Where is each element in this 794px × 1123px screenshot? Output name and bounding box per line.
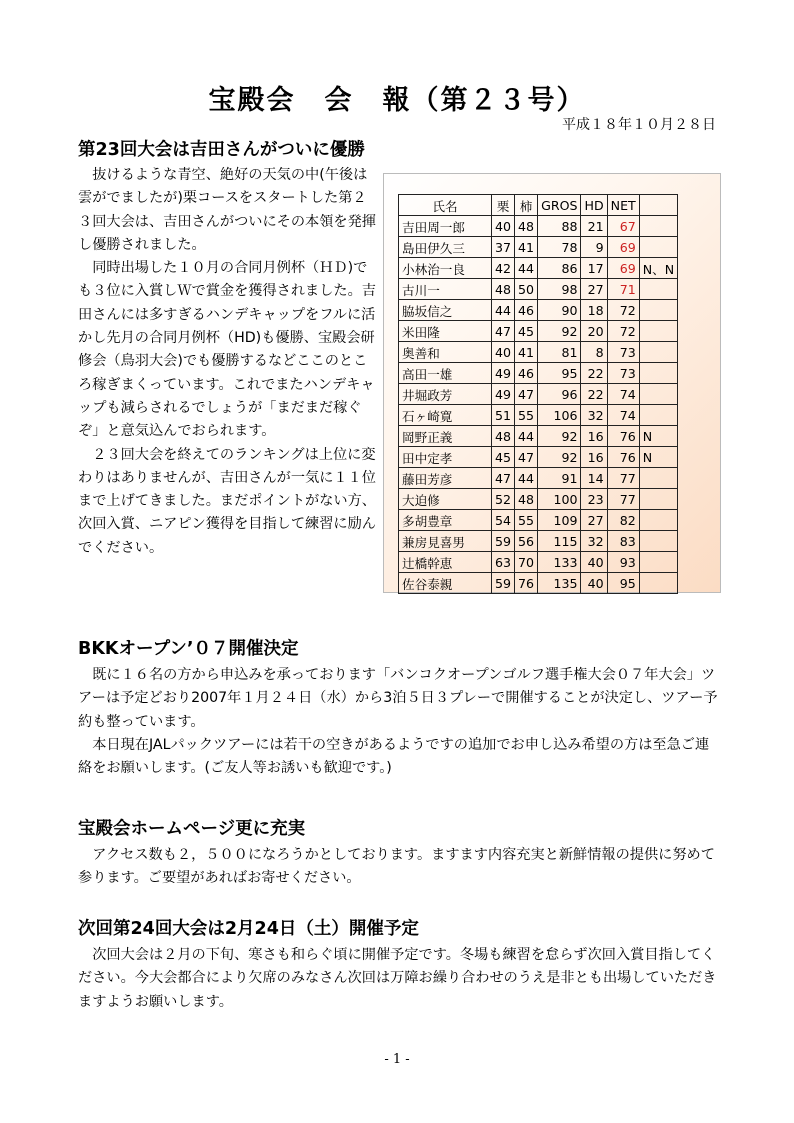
table-cell-gros: 90 — [538, 300, 581, 321]
table-cell-hd: 9 — [581, 237, 607, 258]
table-cell-hd: 17 — [581, 258, 607, 279]
column-header-note — [639, 195, 677, 216]
table-cell-name: 石ヶ崎寛 — [399, 405, 492, 426]
table-cell-note — [639, 237, 677, 258]
table-row — [399, 258, 678, 279]
page-number: - 1 - — [384, 1052, 410, 1067]
table-cell-hd: 27 — [581, 510, 607, 531]
table-cell-kaki: 56 — [515, 531, 538, 552]
table-cell-note — [639, 279, 677, 300]
table-cell-note: N — [639, 447, 677, 468]
table-cell-note — [639, 216, 677, 237]
paragraph: 本日現在JALパックツアーには若干の空きがあるようですの追加でお申し込み希望の方は至急ご連絡をお願いします。(ご友人等お誘いも歓迎です。) — [78, 736, 710, 777]
page-title: 宝殿会 会 報（第２３号） — [208, 85, 586, 116]
table-cell-kuri: 49 — [492, 384, 515, 405]
table-cell-kaki: 76 — [515, 573, 538, 594]
table-cell-kaki: 44 — [515, 426, 538, 447]
table-cell-note — [639, 489, 677, 510]
table-cell-gros: 95 — [538, 363, 581, 384]
score-table — [398, 194, 678, 594]
table-cell-net: 72 — [607, 300, 639, 321]
table-row — [399, 342, 678, 363]
section-heading-tournament-result: 第23回大会は吉田さんがついに優勝 — [78, 140, 365, 160]
table-cell-kaki: 44 — [515, 258, 538, 279]
section-body-bkk-open — [78, 664, 720, 780]
table-cell-kaki: 55 — [515, 405, 538, 426]
table-cell-gros: 78 — [538, 237, 581, 258]
table-cell-name: 佐谷泰親 — [399, 573, 492, 594]
table-cell-net: 76 — [607, 447, 639, 468]
table-row — [399, 321, 678, 342]
table-cell-kuri: 51 — [492, 405, 515, 426]
table-row — [399, 552, 678, 573]
section-body-homepage — [78, 844, 720, 891]
table-cell-hd: 27 — [581, 279, 607, 300]
table-cell-kuri: 49 — [492, 363, 515, 384]
section-body-next-tournament — [78, 944, 720, 1014]
table-cell-net: 93 — [607, 552, 639, 573]
table-cell-kuri: 52 — [492, 489, 515, 510]
table-cell-note — [639, 321, 677, 342]
table-cell-gros: 115 — [538, 531, 581, 552]
table-cell-note — [639, 300, 677, 321]
table-cell-net: 73 — [607, 342, 639, 363]
column-header-gros: GROS — [538, 195, 581, 216]
table-row — [399, 489, 678, 510]
table-cell-kuri: 59 — [492, 573, 515, 594]
table-cell-kuri: 48 — [492, 279, 515, 300]
table-cell-hd: 18 — [581, 300, 607, 321]
table-cell-note — [639, 384, 677, 405]
table-cell-hd: 20 — [581, 321, 607, 342]
section-heading-next-tournament: 次回第24回大会は2月24日（土）開催予定 — [78, 919, 419, 939]
table-cell-kuri: 47 — [492, 468, 515, 489]
table-cell-kaki: 48 — [515, 489, 538, 510]
table-cell-gros: 106 — [538, 405, 581, 426]
paragraph: ２３回大会を終えてのランキングは上位に変わりはありませんが、吉田さんが一気に１１位まで上げてきました。まだポイントがない方、次回入賞、ニアピン獲得を目指して練習に励んでください。 — [78, 446, 376, 556]
table-cell-net: 95 — [607, 573, 639, 594]
table-cell-kaki: 45 — [515, 321, 538, 342]
table-row — [399, 426, 678, 447]
table-cell-kuri: 37 — [492, 237, 515, 258]
section-heading-homepage: 宝殿会ホームページ更に充実 — [78, 819, 306, 839]
table-cell-note — [639, 363, 677, 384]
table-cell-net: 74 — [607, 384, 639, 405]
table-cell-note: N、N — [639, 258, 677, 279]
table-cell-gros: 86 — [538, 258, 581, 279]
column-header-hd: HD — [581, 195, 607, 216]
table-cell-note: N — [639, 426, 677, 447]
column-header-name: 氏名 — [399, 195, 492, 216]
paragraph: 抜けるような青空、絶好の天気の中(午後は雲がでましたが)栗コースをスタートした第２３回大会は、吉田さんがついにその本領を発揮し優勝されました。 — [78, 167, 376, 253]
table-cell-name: 米田隆 — [399, 321, 492, 342]
table-cell-kuri: 44 — [492, 300, 515, 321]
table-cell-hd: 16 — [581, 447, 607, 468]
table-cell-gros: 88 — [538, 216, 581, 237]
table-cell-kuri: 40 — [492, 216, 515, 237]
table-cell-kaki: 44 — [515, 468, 538, 489]
table-cell-kuri: 48 — [492, 426, 515, 447]
table-cell-name: 辻橋幹恵 — [399, 552, 492, 573]
table-cell-name: 井堀政芳 — [399, 384, 492, 405]
paragraph: 次回大会は２月の下旬、寒さも和らぐ頃に開催予定です。冬場も練習を怠らず次回入賞目指してください。今大会都合により欠席のみなさん次回は万障お繰り合わせのうえ是非とも出場していただきますようお願いします。 — [78, 947, 717, 1010]
table-cell-gros: 133 — [538, 552, 581, 573]
table-row — [399, 573, 678, 594]
table-cell-gros: 81 — [538, 342, 581, 363]
table-cell-kaki: 46 — [515, 300, 538, 321]
table-cell-gros: 91 — [538, 468, 581, 489]
table-cell-note — [639, 573, 677, 594]
table-cell-net: 73 — [607, 363, 639, 384]
table-cell-hd: 32 — [581, 405, 607, 426]
table-cell-note — [639, 468, 677, 489]
table-cell-kuri: 63 — [492, 552, 515, 573]
table-cell-kuri: 59 — [492, 531, 515, 552]
table-cell-net: 71 — [607, 279, 639, 300]
table-row — [399, 447, 678, 468]
column-header-kaki: 柿 — [515, 195, 538, 216]
table-cell-kaki: 70 — [515, 552, 538, 573]
table-cell-gros: 135 — [538, 573, 581, 594]
table-cell-note — [639, 342, 677, 363]
table-cell-net: 69 — [607, 258, 639, 279]
table-cell-name: 高田一雄 — [399, 363, 492, 384]
table-cell-hd: 40 — [581, 552, 607, 573]
table-cell-gros: 98 — [538, 279, 581, 300]
table-cell-name: 小林治一良 — [399, 258, 492, 279]
table-cell-net: 83 — [607, 531, 639, 552]
section-body-tournament-result — [78, 164, 378, 560]
table-cell-name: 多胡豊章 — [399, 510, 492, 531]
table-row — [399, 468, 678, 489]
table-cell-net: 77 — [607, 468, 639, 489]
table-cell-name: 島田伊久三 — [399, 237, 492, 258]
table-cell-hd: 40 — [581, 573, 607, 594]
table-cell-note — [639, 531, 677, 552]
score-table-panel — [383, 173, 721, 593]
table-cell-name: 藤田芳彦 — [399, 468, 492, 489]
table-cell-kuri: 40 — [492, 342, 515, 363]
table-cell-note — [639, 405, 677, 426]
table-cell-name: 脇坂信之 — [399, 300, 492, 321]
table-cell-kaki: 48 — [515, 216, 538, 237]
table-row — [399, 405, 678, 426]
table-row — [399, 279, 678, 300]
table-cell-hd: 32 — [581, 531, 607, 552]
table-cell-net: 76 — [607, 426, 639, 447]
table-cell-hd: 8 — [581, 342, 607, 363]
table-cell-kaki: 41 — [515, 237, 538, 258]
table-cell-gros: 96 — [538, 384, 581, 405]
table-cell-name: 奥善和 — [399, 342, 492, 363]
column-header-net: NET — [607, 195, 639, 216]
table-cell-net: 77 — [607, 489, 639, 510]
table-cell-kuri: 54 — [492, 510, 515, 531]
table-row — [399, 510, 678, 531]
table-row — [399, 384, 678, 405]
table-cell-kuri: 45 — [492, 447, 515, 468]
table-row — [399, 531, 678, 552]
table-row — [399, 363, 678, 384]
table-cell-net: 82 — [607, 510, 639, 531]
table-cell-kaki: 55 — [515, 510, 538, 531]
table-cell-net: 72 — [607, 321, 639, 342]
table-cell-gros: 109 — [538, 510, 581, 531]
table-cell-name: 古川一 — [399, 279, 492, 300]
table-row — [399, 237, 678, 258]
table-cell-name: 田中定孝 — [399, 447, 492, 468]
table-cell-net: 67 — [607, 216, 639, 237]
table-cell-kaki: 50 — [515, 279, 538, 300]
table-cell-hd: 23 — [581, 489, 607, 510]
table-cell-hd: 22 — [581, 384, 607, 405]
table-cell-name: 兼房見喜男 — [399, 531, 492, 552]
table-cell-kaki: 41 — [515, 342, 538, 363]
paragraph: 同時出場した１０月の合同月例杯（ＨＤ)でも３位に入賞しＷで賞金を獲得されました。吉田さんには多すぎるハンデキャップをフルに活かし先月の合同月例杯（HD)も優勝、宝殿会研修会（鳥羽大会)でも優勝するなどここのところ稼ぎまくっています。これでまたハンデキャップも減らされるでしょうが「まだまだ稼ぐぞ」と意気込んでおられます。 — [78, 260, 376, 440]
table-cell-kaki: 47 — [515, 447, 538, 468]
table-cell-gros: 92 — [538, 426, 581, 447]
issue-date: 平成１８年１０月２８日 — [562, 117, 716, 133]
table-cell-gros: 92 — [538, 321, 581, 342]
table-cell-net: 74 — [607, 405, 639, 426]
table-cell-hd: 16 — [581, 426, 607, 447]
table-cell-kuri: 47 — [492, 321, 515, 342]
table-cell-kuri: 42 — [492, 258, 515, 279]
paragraph: アクセス数も２，５００になろうかとしております。ますます内容充実と新鮮情報の提供に努めて参ります。ご要望があればお寄せください。 — [78, 847, 715, 887]
table-cell-net: 69 — [607, 237, 639, 258]
table-cell-name: 吉田周一郎 — [399, 216, 492, 237]
table-row — [399, 216, 678, 237]
table-cell-note — [639, 510, 677, 531]
table-cell-gros: 100 — [538, 489, 581, 510]
paragraph: 既に１６名の方から申込みを承っております「バンコクオープンゴルフ選手権大会０７年大会」ツアーは予定どおり2007年１月２４日（水）から3泊５日３プレーで開催することが決定し、ツアー予約も整っています。 — [78, 667, 718, 730]
table-cell-hd: 14 — [581, 468, 607, 489]
section-heading-bkk-open: BKKオープン’０７開催決定 — [78, 639, 299, 659]
table-cell-note — [639, 552, 677, 573]
table-cell-name: 大迫修 — [399, 489, 492, 510]
table-cell-hd: 22 — [581, 363, 607, 384]
table-cell-kaki: 46 — [515, 363, 538, 384]
column-header-kuri: 栗 — [492, 195, 515, 216]
table-row — [399, 300, 678, 321]
table-cell-name: 岡野正義 — [399, 426, 492, 447]
table-header-row — [399, 195, 678, 216]
table-cell-gros: 92 — [538, 447, 581, 468]
table-cell-hd: 21 — [581, 216, 607, 237]
table-cell-kaki: 47 — [515, 384, 538, 405]
